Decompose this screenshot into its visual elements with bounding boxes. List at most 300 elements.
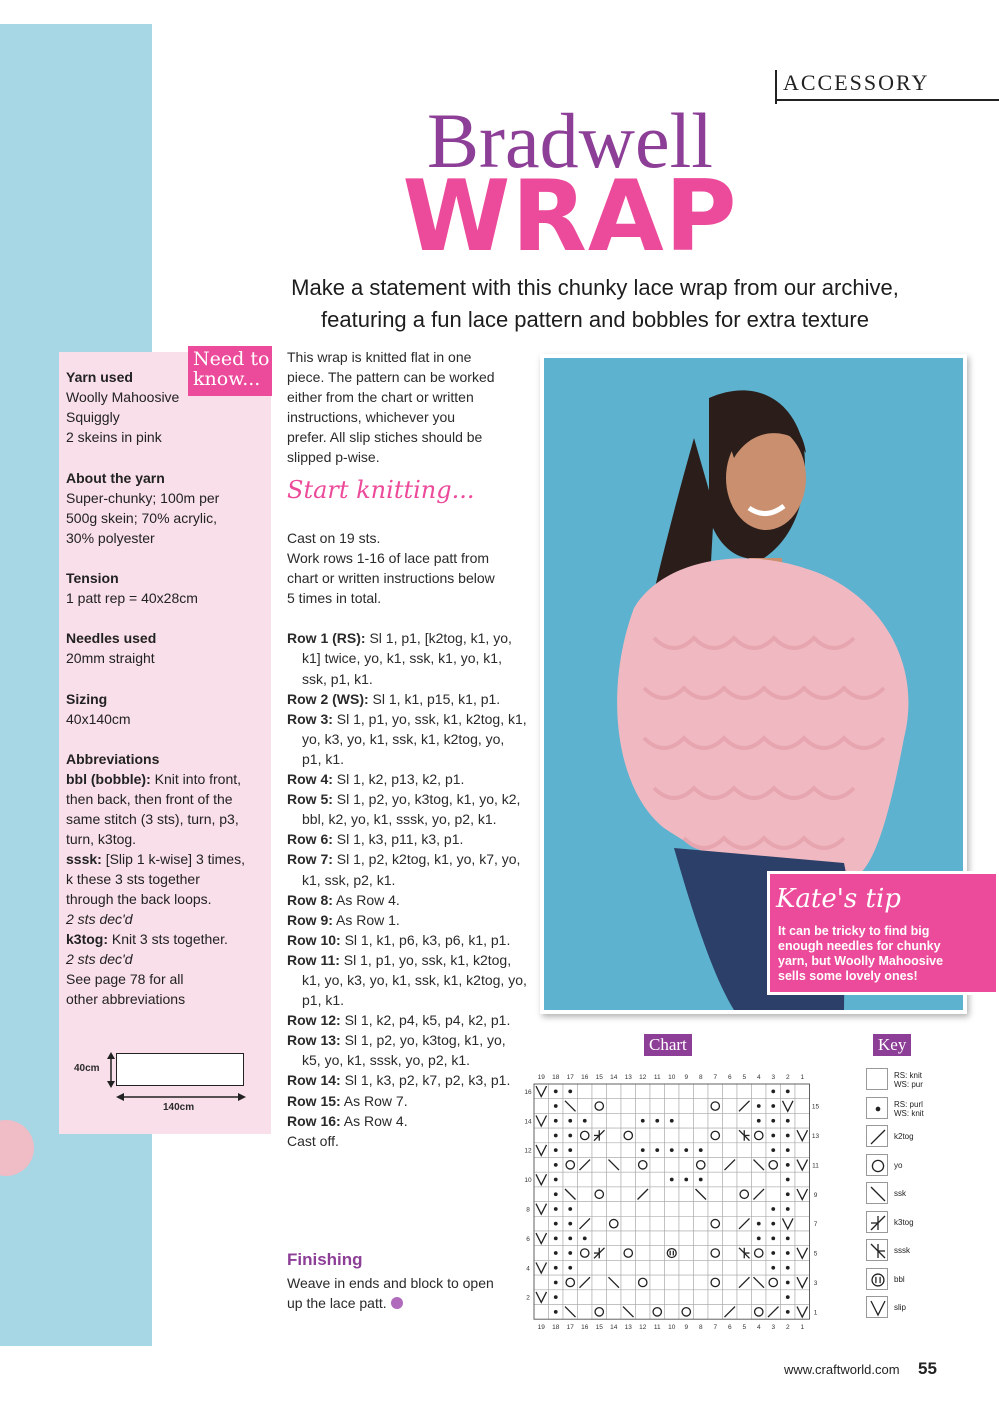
chart-cell [665,1158,680,1173]
row-label: Row 14: [287,1072,341,1089]
chart-symbol [554,1163,558,1167]
chart-symbol [554,1236,558,1240]
chart-cell [708,1305,723,1320]
abbreviations-block [66,749,266,1009]
chart-cell [607,1231,622,1246]
chart-cell [665,1290,680,1305]
chart-cell [636,1305,651,1320]
row-instruction [287,930,527,950]
chart-symbol [568,1266,572,1270]
chart-cell [563,1290,578,1305]
key-label-line: sssk [894,1246,910,1255]
row-text: Sl 1, p2, yo, k3tog, k1, yo, k5, yo, k1, sssk, yo, p2, k1. [302,1032,506,1069]
cast-off-text: Cast off. [287,1132,339,1149]
footer-url[interactable]: www.craftworld.com [784,1362,900,1377]
chart-symbol [568,1119,572,1123]
chart-cell [694,1260,709,1275]
key-label [894,1189,906,1198]
abbr-sssk [66,849,266,869]
key-label-line: slip [894,1303,907,1312]
row-label: Row 10: [287,931,341,948]
chart-symbol [670,1178,674,1182]
sizing-block [66,689,266,729]
chart-row-number: 4 [526,1265,530,1273]
chart-cell [737,1231,752,1246]
row-label: Row 3: [287,710,333,727]
chart-row-number: 9 [813,1191,818,1199]
needles-heading: Needles used [66,630,157,646]
chart-cell [621,1128,636,1143]
chart-column-number: 12 [639,1074,647,1081]
chart-cell [665,1305,680,1320]
abbr-sssk-text: [Slip 1 k-wise] 3 times, [101,851,245,867]
row-instruction [287,849,527,889]
chart-cell [694,1216,709,1231]
chart-cell [592,1275,607,1290]
chart-cell [636,1158,651,1173]
chart-symbol [568,1148,572,1152]
chart-column-number: 8 [698,1324,703,1332]
row-instructions-list [287,628,527,1130]
chart-cell [752,1260,767,1275]
key-label-line: k2tog [894,1132,914,1141]
chart-cell [563,1275,578,1290]
chart-title: Chart [644,1034,692,1056]
chart-cell [607,1113,622,1128]
chart-cell [694,1275,709,1290]
row-instruction [287,950,527,1010]
chart-cell [694,1202,709,1217]
chart-column-number: 8 [698,1074,703,1081]
chart-cell [578,1260,593,1275]
need-badge-line2: know... [193,368,261,390]
chart-cell [607,1172,622,1187]
chart-cell [795,1260,810,1275]
chart-cell [708,1187,723,1202]
chart-cell [737,1172,752,1187]
instructions [287,528,527,1151]
chart-cell [578,1246,593,1261]
chart-symbol [554,1119,558,1123]
chart-cell [795,1231,810,1246]
chart-cell [665,1187,680,1202]
chart-symbol [771,1089,775,1093]
chart-symbol [771,1251,775,1255]
chart-symbol [554,1207,558,1211]
chart-column-number: 5 [742,1074,747,1081]
chart-column-number: 3 [771,1324,776,1332]
chart-cell [578,1128,593,1143]
row-label: Row 9: [287,911,333,928]
row-label: Row 12: [287,1012,341,1029]
chart-row-number: 2 [526,1294,530,1302]
chart-cell [723,1172,738,1187]
row-instruction [287,890,527,910]
chart-cell [766,1158,781,1173]
chart-cell [708,1172,723,1187]
row-instruction [287,1091,527,1111]
chart-symbol [568,1222,572,1226]
chart-column-number: 18 [552,1074,560,1081]
chart-column-number: 10 [668,1074,676,1081]
yarn-end-icon [391,1297,403,1309]
chart-cell [607,1143,622,1158]
chart-symbol [684,1178,688,1182]
chart-cell [621,1172,636,1187]
chart-symbol [554,1148,558,1152]
chart-cell [737,1113,752,1128]
chart-symbol [568,1089,572,1093]
chart-cell [636,1246,651,1261]
title-line1: Bradwell [427,97,713,184]
chart-cell [621,1113,636,1128]
chart-cell [795,1113,810,1128]
chart-cell [708,1084,723,1099]
chart-cell [650,1275,665,1290]
chart-cell [607,1290,622,1305]
chart-cell [694,1246,709,1261]
chart-symbol [641,1148,645,1152]
chart-cell [636,1202,651,1217]
chart-column-number: 14 [610,1074,618,1081]
about-yarn-block [66,468,266,548]
chart-cell [650,1187,665,1202]
chart-cell [621,1158,636,1173]
row-text: Sl 1, p1, [k2tog, k1, yo, k1] twice, yo, k1, ssk, k1, yo, k1, ssk, p1, k1. [302,630,512,687]
chart-cell [665,1231,680,1246]
row-text: Sl 1, k3, p11, k3, p1. [332,831,464,848]
chart-symbol [771,1236,775,1240]
chart-cell [592,1216,607,1231]
chart-column-number: 9 [684,1074,689,1081]
row-instruction [287,1010,527,1030]
key-label-line: yo [894,1160,903,1170]
chart-column-number: 2 [785,1074,790,1081]
finishing-heading: Finishing [287,1250,363,1269]
row-text: As Row 1. [332,911,400,928]
chart-cell [795,1216,810,1231]
tension-block [66,568,266,608]
chart-cell [563,1172,578,1187]
key-label [894,1071,923,1089]
start-knitting-heading: Start knitting... [287,476,475,504]
chart-cell [534,1158,549,1173]
chart-cell [766,1187,781,1202]
chart-cell [592,1231,607,1246]
chart-cell [723,1113,738,1128]
chart-cell [665,1099,680,1114]
chart-cell [752,1172,767,1187]
about-yarn-heading: About the yarn [66,470,165,486]
chart-cell [708,1128,723,1143]
row-text: Sl 1, p1, yo, ssk, k1, k2tog, k1, yo, k3, yo, k1, ssk, k1, k2tog, yo, p1, k1. [302,710,527,767]
chart-cell [534,1099,549,1114]
chart-cell [621,1084,636,1099]
chart-column-number: 1 [800,1074,805,1081]
chart-cell [592,1260,607,1275]
chart-cell [607,1128,622,1143]
chart-symbol [699,1148,703,1152]
abbr-line: through the back loops. [66,891,212,907]
chart-symbol [786,1295,790,1299]
slash-icon [866,1125,888,1147]
chart-cell [723,1084,738,1099]
chart-cell [650,1128,665,1143]
chart-symbol [554,1104,558,1108]
key-label [894,1132,914,1141]
row-text: Sl 1, p1, yo, ssk, k1, k2tog, k1, yo, k3, yo, k1, ssk, k1, k2tog, yo, p1, k1. [302,951,527,1009]
chart-cell [679,1231,694,1246]
chart-cell [636,1172,651,1187]
abbr-note: 2 sts dec'd [66,911,133,927]
abbreviations-heading: Abbreviations [66,751,160,767]
chart-symbol [554,1089,558,1093]
abbr-sssk-term: sssk: [66,851,102,867]
chart-cell [592,1202,607,1217]
chart-symbol [786,1119,790,1123]
chart-cell [708,1143,723,1158]
chart-symbol [568,1236,572,1240]
row-label: Row 2 (WS): [287,690,369,707]
intro-text [287,347,517,467]
chart-cell [737,1143,752,1158]
chart-cell [636,1099,651,1114]
dot-icon [866,1097,888,1119]
need-badge-line1: Need to [193,348,270,370]
intro-line: prefer. All slip stiches should be [287,429,483,445]
chart-column-number: 16 [581,1074,589,1081]
chart-cell [679,1099,694,1114]
chart-cell [636,1231,651,1246]
key-label-line: ssk [894,1189,906,1198]
chart-symbol [771,1134,775,1138]
chart-row-number: 16 [524,1088,532,1096]
chart-cell [679,1216,694,1231]
about-yarn-line: 30% polyester [66,530,155,546]
tip-title: Kate's tip [776,884,901,914]
chart-cell [795,1202,810,1217]
chart-column-number: 3 [771,1074,776,1081]
chart-cell [737,1305,752,1320]
key-label [894,1303,906,1312]
chart-cell [578,1172,593,1187]
section-label: ACCESSORY [783,70,930,95]
chart-cell [752,1128,767,1143]
row-text: Sl 1, k1, p15, k1, p1. [368,690,501,707]
chart-symbol [568,1207,572,1211]
chart-cell [636,1260,651,1275]
standfirst-line2: featuring a fun lace pattern and bobbles for extra texture [321,307,869,332]
chart-column-number: 6 [727,1324,732,1332]
abbr-line: See page 78 for all [66,971,184,987]
key-label [894,1275,905,1284]
chart-row-number: 15 [811,1103,820,1111]
chart-cell [737,1084,752,1099]
tip-line: yarn, but Woolly Mahoosive [778,954,944,968]
chart-row-number: 3 [813,1279,818,1287]
chart-cell [679,1202,694,1217]
chart-symbol [554,1266,558,1270]
chart-column-number: 19 [537,1324,545,1332]
chart-cell [723,1290,738,1305]
chart-column-number: 9 [684,1324,689,1332]
chart-symbol [771,1222,775,1226]
chart-symbol [655,1148,659,1152]
start-line: Cast on 19 sts. [287,530,381,546]
abbr-line: other abbreviations [66,991,186,1007]
title-line2: WRAP [402,160,738,274]
chart-cell [592,1099,607,1114]
row-text: Sl 1, k3, p2, k7, p2, k3, p1. [340,1072,511,1089]
chart-symbol [757,1222,761,1226]
chart-cell [636,1275,651,1290]
chart-row-number: 6 [526,1235,530,1243]
chart-cell [723,1246,738,1261]
chart-cell [665,1216,680,1231]
tip-line: It can be tricky to find big [778,924,930,938]
row-text: As Row 4. [340,1112,408,1129]
tip-body [778,924,993,984]
chart-cell [766,1275,781,1290]
chart-row-number: 12 [524,1147,532,1155]
chart-cell [737,1260,752,1275]
chart-cell [621,1187,636,1202]
needles-block [66,628,266,668]
chart-cell [592,1305,607,1320]
yarn-used-heading: Yarn used [66,369,133,385]
row-text: Sl 1, k2, p4, k5, p4, k2, p1. [340,1012,511,1029]
chart-cell [708,1202,723,1217]
chart-cell [621,1290,636,1305]
chart-cell [607,1187,622,1202]
row-instruction [287,628,527,688]
chart-cell [679,1246,694,1261]
chart-cell [708,1099,723,1114]
chart-symbol [655,1119,659,1123]
chart-cell [694,1128,709,1143]
chart-cell [752,1305,767,1320]
lace-chart [512,1068,832,1340]
abbr-k3tog-text: Knit 3 sts together. [108,931,228,947]
chart-symbol [554,1310,558,1314]
chart-cell [578,1202,593,1217]
chart-cell [607,1246,622,1261]
chart-row-number: 11 [812,1162,819,1170]
row-instruction [287,789,527,829]
chart-cell [723,1187,738,1202]
standfirst-line1: Make a statement with this chunky lace wrap from our archive, [291,275,899,300]
chart-symbol [670,1148,674,1152]
chart-symbol [786,1266,790,1270]
chart-cell [592,1084,607,1099]
chart-symbol [568,1134,572,1138]
yarn-used-line: 2 skeins in pink [66,429,162,445]
about-yarn-line: Super-chunky; 100m per [66,490,220,506]
chart-row-number: 10 [524,1177,532,1185]
yarn-used-block [66,367,266,447]
page-number: 55 [918,1359,937,1378]
chart-cell [708,1231,723,1246]
chart-cell [650,1246,665,1261]
key-label-line: WS: pur [894,1080,923,1089]
chart-symbol [771,1104,775,1108]
chart-column-number: 6 [727,1074,732,1081]
chart-cell [723,1099,738,1114]
chart-cell [534,1246,549,1261]
chart-column-number: 18 [552,1324,560,1332]
key-label-line: RS: purl [894,1099,923,1109]
chart-symbol [554,1251,558,1255]
sizing-line: 40x140cm [66,711,131,727]
chart-cell [650,1290,665,1305]
chart-cell [592,1187,607,1202]
backslash-icon [866,1182,888,1204]
chart-cell [737,1158,752,1173]
chart-symbol [771,1119,775,1123]
chart-symbol [757,1104,761,1108]
chart-cell [679,1305,694,1320]
chart-symbol [786,1192,790,1196]
chart-cell [752,1290,767,1305]
key-label [894,1246,910,1255]
chart-symbol [699,1178,703,1182]
chart-column-number: 5 [742,1324,747,1332]
row-label: Row 1 (RS): [287,630,366,647]
chart-symbol [757,1119,761,1123]
tension-line: 1 patt rep = 40x28cm [66,590,198,606]
intro-line: either from the chart or written [287,389,474,405]
row-label: Row 13: [287,1032,341,1049]
chart-symbol [757,1236,761,1240]
abbr-bbl-term: bbl (bobble): [66,771,151,787]
chart-symbol [554,1281,558,1285]
chart-symbol [554,1134,558,1138]
tip-line: sells some lovely ones! [778,969,918,983]
chart-row-number: 13 [811,1132,820,1140]
chart-column-number: 2 [785,1324,790,1332]
chart-cell [650,1172,665,1187]
abbr-line: same stitch (3 sts), turn, p3, [66,811,239,827]
abbr-bbl-text: Knit into front, [150,771,242,787]
tip-line: enough needles for chunky [778,939,941,953]
chart-cell [766,1290,781,1305]
chart-cell [679,1187,694,1202]
chart-symbol [554,1222,558,1226]
chart-cell [665,1275,680,1290]
row-label: Row 7: [287,851,333,868]
chart-symbol [771,1148,775,1152]
size-diagram-arrows [100,1050,260,1102]
chart-cell [636,1084,651,1099]
chart-symbol [786,1148,790,1152]
chart-cell [621,1246,636,1261]
chart-cell [723,1128,738,1143]
chart-cell [592,1113,607,1128]
chart-symbol [554,1295,558,1299]
chart-cell [752,1084,767,1099]
yarn-used-line: Squiggly [66,409,120,425]
key-label [894,1218,914,1227]
chart-symbol [786,1236,790,1240]
chart-cell [534,1187,549,1202]
row-label: Row 8: [287,891,333,908]
chart-cell [534,1305,549,1320]
row-label: Row 5: [287,791,333,808]
chart-cell [607,1099,622,1114]
chart-cell [650,1260,665,1275]
intro-line: This wrap is knitted flat in one [287,349,472,365]
abbr-line: then back, then front of the [66,791,233,807]
